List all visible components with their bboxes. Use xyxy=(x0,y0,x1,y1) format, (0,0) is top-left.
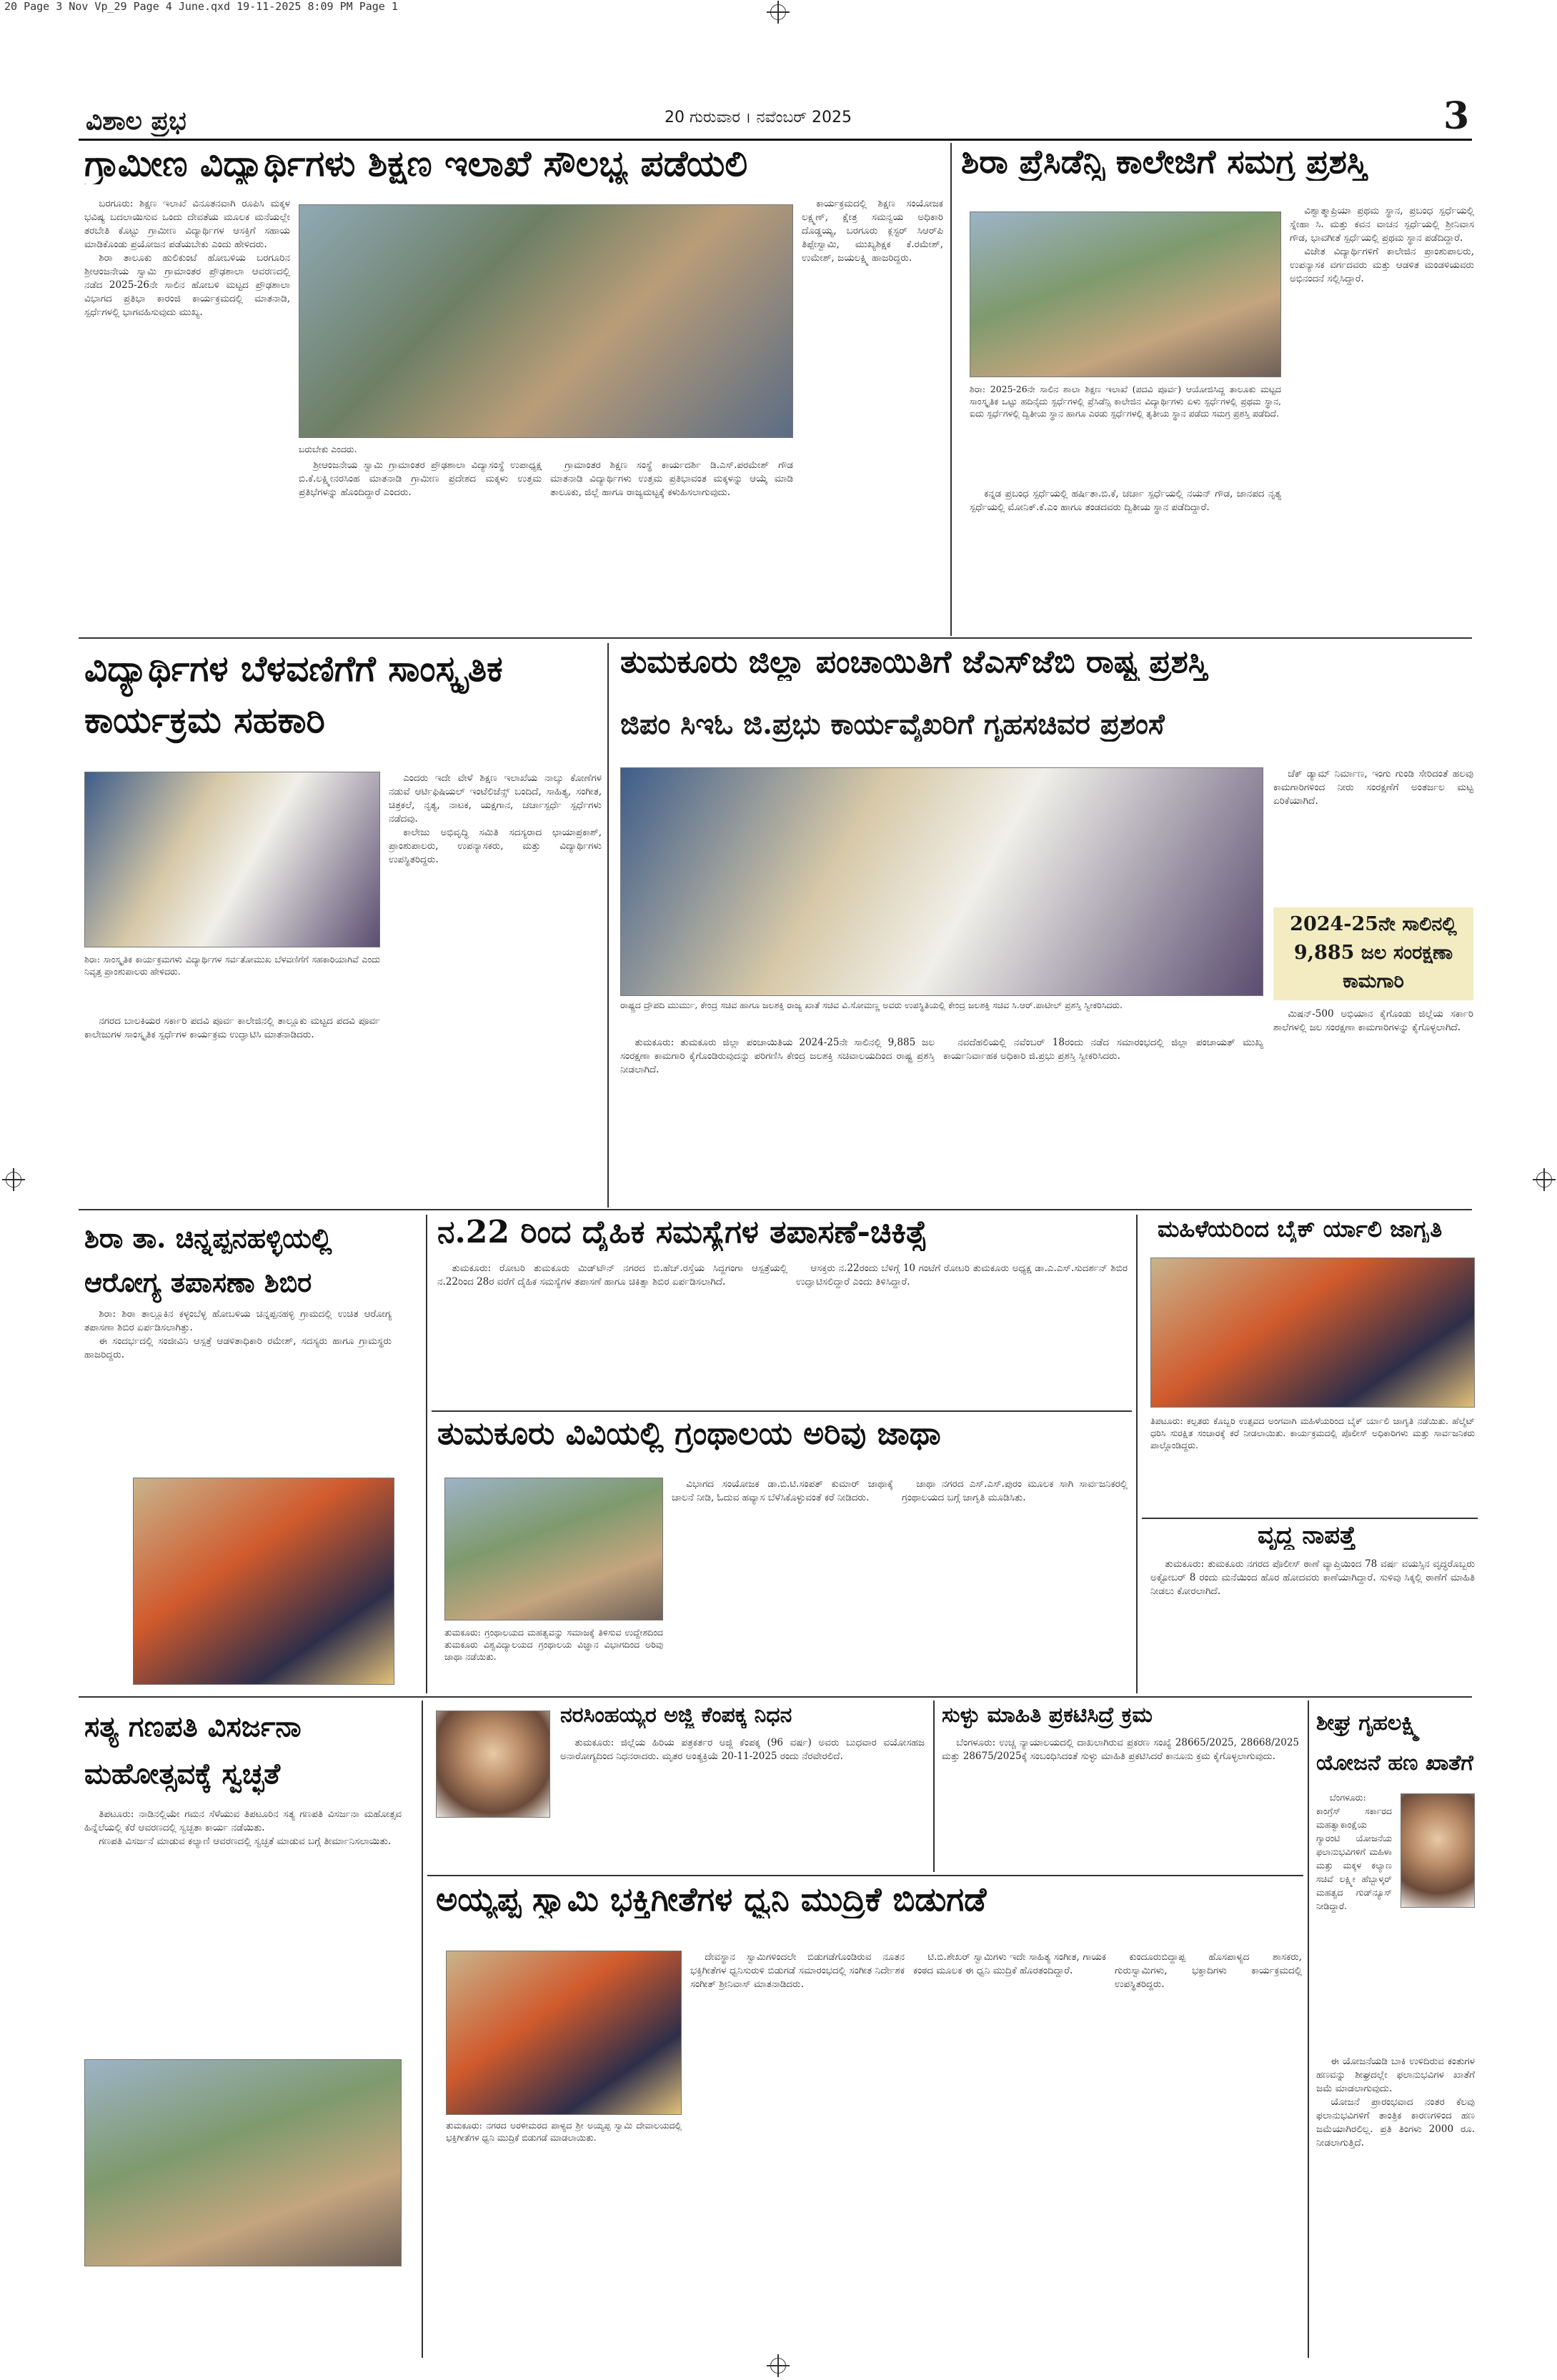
paragraph: ವಿಶ್ವಾತ್ಮಾಪ್ರಿಯಾ ಪ್ರಥಮ ಸ್ಥಾನ, ಪ್ರಬಂಧ ಸ್ಪರ್ಧೆಯಲ್ಲಿ ಸ್ನೇಹಾ ಸಿ. ಮತ್ತು ಕವನ ವಾಚನ ಸ್ಪರ್ಧೆಯಲ್ಲಿ ಶ್ರೀನಿವಾಸ ಗೌಡ, ಭಾವಗೀತೆ ಸ್ಪರ್ಧೆಯಲ್ಲಿ ಪ್ರಥಮ ಸ್ಥಾನ ಪಡೆದಿದ್ದಾರೆ. xyxy=(1290,205,1474,244)
jsjb-body-col1 xyxy=(620,1036,935,1202)
paragraph: ನವದೆಹಲಿಯಲ್ಲಿ ನವೆಂಬರ್ 18ರಂದು ನಡೆದ ಸಮಾರಂಭದಲ್ಲಿ ಜಿಲ್ಲಾ ಪಂಚಾಯತ್ ಮುಖ್ಯ ಕಾರ್ಯನಿರ್ವಾಹಕ ಅಧಿಕಾರಿ ಜಿ.ಪ್ರಭು ಪ್ರಶಸ್ತಿ ಸ್ವೀಕರಿಸಿದರು. xyxy=(943,1037,1263,1062)
jsjb-award-photo-caption: ರಾಷ್ಟ್ರದ ದ್ರೌಪದಿ ಮುರ್ಮು, ಕೇಂದ್ರ ಸಚಿವ ಹಾಗೂ ಜಲಶಕ್ತಿ ರಾಜ್ಯ ಖಾತೆ ಸಚಿವ ವಿ.ಸೋಮಣ್ಣ ಅವರು ಉಪಸ್ಥಿತಿಯಲ್ಲಿ ಕೇಂದ್ರ ಜಲಶಕ್ತಿ ಸಚಿವ ಸಿ.ಆರ್.ಪಾಟೀಲ್ ಪ್ರಶಸ್ತಿ ಸ್ವೀಕರಿಸಿದರು. xyxy=(620,1000,1123,1010)
gruhalakshmi-body-bottom xyxy=(1316,2055,1475,2355)
jsjb-body-col2 xyxy=(943,1036,1263,1202)
paragraph: ಕಾರ್ಯಕ್ರಮದಲ್ಲಿ ಶಿಕ್ಷಣ ಸಂಯೋಜಕ ಲಕ್ಷ್ಮಣ್, ಕ್ಷೇತ್ರ ಸಮನ್ವಯ ಅಧಿಕಾರಿ ದೊಡ್ಡಯ್ಯ, ಬರಗೂರು ಕ್ಲಸ್ಟರ್ ಸಿಆರ್‌ಪಿ ತಿಪ್ಪೇಸ್ವಾಮಿ, ಮುಖ್ಯಶಿಕ್ಷಕ ಕೆ.ರಮೇಶ್, ಉಮೇಶ್, ಜಯಲಕ್ಷ್ಮಿ ಹಾಜರಿದ್ದರು. xyxy=(802,198,943,264)
ayyappa-body-col3 xyxy=(1115,1951,1302,2351)
arogya-body xyxy=(84,1308,392,1466)
headline-arogya-shibira: ಶಿರಾ ತಾ. ಚಿನ್ನಪ್ಪನಹಳ್ಳಿಯಲ್ಲಿ ಆರೋಗ್ಯ ತಪಾಸಣಾ ಶಿಬಿರ xyxy=(84,1222,332,1298)
paragraph: ಜಾಥಾ ನಗರದ ಎಸ್.ಎಸ್.ಪುರಂ ಮೂಲಕ ಸಾಗಿ ಸಾರ್ವಜನಿಕರಲ್ಲಿ ಗ್ರಂಥಾಲಯದ ಬಗ್ಗೆ ಜಾಗೃತಿ ಮೂಡಿಸಿತು. xyxy=(902,1478,1128,1503)
paragraph: ಮಿಷನ್-500 ಅಭಿಯಾನ ಕೈಗೊಂಡು ಜಿಲ್ಲೆಯ ಸರ್ಕಾರಿ ಶಾಲೆಗಳಲ್ಲಿ ಜಲ ಸಂರಕ್ಷಣಾ ಕಾಮಗಾರಿಗಳನ್ನು ಕೈಗೊಳ್ಳಲಾಗಿದೆ. xyxy=(1273,1008,1473,1033)
subheadline-prabhu: ಜಿಪಂ ಸಿಇಓ ಜಿ.ಪ್ರಭು ಕಾರ್ಯವೈಖರಿಗೆ ಗೃಹಸಚಿವರ ಪ್ರಶಂಸೆ xyxy=(620,707,1165,741)
paragraph: ಕಾಲೇಜು ಅಭಿವೃದ್ಧಿ ಸಮಿತಿ ಸದಸ್ಯರಾದ ಛಾಯಾಪ್ರಕಾಶ್, ಪ್ರಾಂಶುಪಾಲರು, ಉಪನ್ಯಾಸಕರು, ಮತ್ತು ವಿದ್ಯಾರ್ಥಿಗಳು ಉಪಸ್ಥಿತರಿದ್ದರು. xyxy=(389,827,602,865)
row-divider xyxy=(79,1696,1472,1698)
masthead-date: 20 ಗುರುವಾರ । ನವೆಂಬರ್ 2025 xyxy=(665,109,852,126)
column-divider xyxy=(422,1701,423,2358)
samskrutika-body-col2 xyxy=(389,772,602,1200)
ganapati-body xyxy=(84,1808,402,2051)
bike-rally-photo xyxy=(1150,1258,1475,1408)
jsjb-body-col4 xyxy=(1273,1007,1473,1202)
paragraph: ಶ್ರೀಆಂಜನೇಯ ಸ್ವಾಮಿ ಗ್ರಾಮಾಂತರ ಪ್ರೌಢಶಾಲಾ ವಿದ್ಯಾಸಂಸ್ಥೆ ಉಪಾಧ್ಯಕ್ಷ ಬಿ.ಕೆ.ಲಕ್ಷ್ಮೀನರಸಿಂಹ ಮಾತನಾಡಿ ಗ್ರಾಮೀಣ ಪ್ರದೇಶದ ಮಕ್ಕಳು ಉತ್ತಮ ಪ್ರತಿಭೆಗಳನ್ನು ಹೊಂದಿದ್ದಾರೆ ಎಂದರು. xyxy=(299,459,542,498)
paragraph: ಶಿರಾ ತಾಲೂಕು ಹುಲಿಕುಂಟೆ ಹೋಬಳಿಯ ಬರಗೂರಿನ ಶ್ರೀಆಂಜನೇಯ ಸ್ವಾಮಿ ಗ್ರಾಮಾಂತರ ಪ್ರೌಢಶಾಲಾ ಆವರಣದಲ್ಲಿ ನಡೆದ 2025-26ನೇ ಸಾಲಿನ ಹೋಬಳಿ ಮಟ್ಟದ ಪ್ರೌಢಶಾಲಾ ವಿಭಾಗದ ಪ್ರತಿಭಾ ಕಾರಂಜಿ ಕಾರ್ಯಕ್ರಮದಲ್ಲಿ ಮಾತನಾಡಿ, ಸ್ಪರ್ಧೆಗಳಲ್ಲಿ ಭಾಗವಹಿಸುವುದು ಮುಖ್ಯ. xyxy=(84,252,290,318)
headline-bike-rally: ಮಹಿಳೆಯರಿಂದ ಬೈಕ್ ರ್ಯಾಲಿ ಜಾಗೃತಿ xyxy=(1158,1216,1443,1243)
row-divider xyxy=(427,1875,1303,1876)
registration-mark-icon xyxy=(770,4,786,20)
paragraph: ಬೆಂಗಳೂರು: ಉಚ್ಚ ನ್ಯಾಯಾಲಯದಲ್ಲಿ ದಾಖಲಾಗಿರುವ ಪ್ರಕರಣ ಸಂಖ್ಯೆ 28665/2025, 28668/2025 ಮತ್ತು 28675/2025ಕ್ಕೆ ಸಂಬಂಧಿಸಿದಂತೆ ಸುಳ್ಳು ಮಾಹಿತಿ ಪ್ರಕಟಿಸಿದರೆ ಕಾನೂನು ಕ್ರಮ ಕೈಗೊಳ್ಳಲಾಗುವುದು. xyxy=(942,1737,1299,1762)
presidency-body-col1 xyxy=(970,487,1281,630)
headline-daihika: ನ.22 ರಿಂದ ದೈಹಿಕ ಸಮಸ್ಯೆಗಳ ತಪಾಸಣೆ-ಚಿಕಿತ್ಸೆ xyxy=(437,1215,927,1250)
column-divider xyxy=(1136,1215,1138,1693)
column-divider xyxy=(607,643,609,1208)
granthalaya-photo xyxy=(444,1478,663,1620)
headline-sullu-mahiti: ಸುಳ್ಳು ಮಾಹಿತಿ ಪ್ರಕಟಿಸಿದ್ರೆ ಕ್ರಮ xyxy=(942,1703,1153,1728)
granthalaya-body-col1 xyxy=(672,1478,893,1688)
article-gramina-body-col3 xyxy=(550,459,793,630)
ganapati-photo xyxy=(84,2059,402,2266)
presidency-body-col2 xyxy=(1290,204,1474,630)
headline-presidency: ಶಿರಾ ಪ್ರೆಸಿಡೆನ್ಸಿ ಕಾಲೇಜಿಗೆ ಸಮಗ್ರ ಪ್ರಶಸ್ತಿ xyxy=(961,143,1368,181)
paragraph: ಈ ಯೋಜನೆಯಡಿ ಬಾಕಿ ಉಳಿದಿರುವ ಕಂತುಗಳ ಹಣವನ್ನು ಶೀಘ್ರದಲ್ಲೇ ಫಲಾನುಭವಿಗಳ ಖಾತೆಗೆ ಜಮೆ ಮಾಡಲಾಗುವುದು. xyxy=(1316,2056,1475,2094)
masthead-name: ವಿಶಾಲ ಪ್ರಭ xyxy=(86,106,186,136)
paragraph: ಆಸಕ್ತರು ನ.22ರಂದು ಬೆಳಿಗ್ಗೆ 10 ಗಂಟೆಗೆ ರೋಟರಿ ತುಮಕೂರು ಅಧ್ಯಕ್ಷ ಡಾ.ಎ.ಎಸ್.ಸುದರ್ಶನ್ ಶಿಬಿರ ಉದ್ಘಾಟಿಸಲಿದ್ದಾರೆ ಎಂದು ತಿಳಿಸಿದ್ದಾರೆ. xyxy=(796,1263,1128,1288)
jsjb-body-col3 xyxy=(1273,767,1473,903)
paragraph: ತಿಪಟೂರು: ನಾಡಿನಲ್ಲಿಯೇ ಗಮನ ಸೆಳೆಯುವ ತಿಪಟೂರಿನ ಸತ್ಯ ಗಣಪತಿ ವಿಸರ್ಜನಾ ಮಹೋತ್ಸವ ಹಿನ್ನೆಲೆಯಲ್ಲಿ ಕೆರೆ ಆವರಣದಲ್ಲಿ ಸ್ವಚ್ಛತಾ ಕಾರ್ಯ ನಡೆಯಿತು. xyxy=(84,1808,402,1833)
paragraph: ಎಂದರು ಇದೇ ವೇಳೆ ಶಿಕ್ಷಣ ಇಲಾಖೆಯ ನಾಲ್ಕು ಕೋಣೆಗಳ ನಡುವೆ ಆರ್ಟಿಫಿಷಿಯಲ್ ಇಂಟೆಲಿಜೆನ್ಸ್ ಬಂದಿದೆ, ಸಾಹಿತ್ಯ, ಸಂಗೀತ, ಚಿತ್ರಕಲೆ, ನೃತ್ಯ, ನಾಟಕ, ಯಕ್ಷಗಾನ, ಚರ್ಚಾಸ್ಪರ್ಧೆ ಸ್ಪರ್ಧೆಗಳು ನಡೆದವು. xyxy=(389,772,602,825)
granthalaya-photo-caption: ತುಮಕೂರು: ಗ್ರಂಥಾಲಯದ ಮಹತ್ವವನ್ನು ಸಮಾಜಕ್ಕೆ ತಿಳಿಸುವ ಉದ್ದೇಶದಿಂದ ತುಮಕೂರು ವಿಶ್ವವಿದ್ಯಾಲಯದ ಗ್ರಂಥಾಲಯ ವಿಜ್ಞಾನ ವಿಭಾಗದಿಂದ ಅರಿವು ಜಾಥಾ ನಡೆಯಿತು. xyxy=(444,1627,663,1662)
samskrutika-body-col1 xyxy=(84,1015,380,1202)
headline-jsjb-award: ತುಮಕೂರು ಜಿಲ್ಲಾ ಪಂಚಾಯಿತಿಗೆ ಜೆಎಸ್‌ಜೆಬಿ ರಾಷ್ಟ್ರ ಪ್ರಶಸ್ತಿ xyxy=(620,644,1208,680)
headline-kempakka: ನರಸಿಂಹಯ್ಯರ ಅಜ್ಜಿ ಕೆಂಪಕ್ಕ ನಿಧನ xyxy=(560,1703,792,1728)
granthalaya-body-col2 xyxy=(902,1478,1128,1688)
paragraph: ವಿಜೇತ ವಿದ್ಯಾರ್ಥಿಗಳಿಗೆ ಕಾಲೇಜಿನ ಪ್ರಾಂಶುಪಾಲರು, ಉಪನ್ಯಾಸಕ ವರ್ಗದವರು ಮತ್ತು ಆಡಳಿತ ಮಂಡಳಿಯವರು ಅಭಿನಂದನೆ ಸಲ್ಲಿಸಿದ್ದಾರೆ. xyxy=(1290,246,1474,284)
paragraph: ಕನ್ನಡ ಪ್ರಬಂಧ ಸ್ಪರ್ಧೆಯಲ್ಲಿ ಹರ್ಷಿತಾ.ಬಿ.ಕೆ, ಚರ್ಚಾ ಸ್ಪರ್ಧೆಯಲ್ಲಿ ನಯನ್ ಗೌಡ, ಜಾನಪದ ನೃತ್ಯ ಸ್ಪರ್ಧೆಯಲ್ಲಿ ಮೋನಿಕ್.ಕೆ.ಎಂ ಹಾಗೂ ತಂಡದವರು ದ್ವಿತೀಯ ಸ್ಥಾನ ಪಡೆದಿದ್ದಾರೆ. xyxy=(970,488,1281,513)
paragraph: ಯೋಜನೆ ಪ್ರಾರಂಭವಾದ ನಂತರ ಕೆಲವು ಫಲಾನುಭವಿಗಳಿಗೆ ತಾಂತ್ರಿಕ ಕಾರಣಗಳಿಂದ ಹಣ ಜಮೆಯಾಗಿರಲಿಲ್ಲ. ಪ್ರತಿ ತಿಂಗಳು 2000 ರೂ. ನೀಡಲಾಗುತ್ತಿದೆ. xyxy=(1316,2096,1475,2149)
ayyappa-body-col1 xyxy=(690,1951,905,2351)
paragraph: ಗ್ರಾಮಾಂತರ ಶಿಕ್ಷಣ ಸಂಸ್ಥೆ ಕಾರ್ಯದರ್ಶಿ ಡಿ.ಎಸ್.ಪರಮೇಶ್ ಗೌಡ ಮಾತನಾಡಿ ವಿದ್ಯಾರ್ಥಿಗಳು ಉತ್ತಮ ಪ್ರತಿಭಾವಂತ ಮಕ್ಕಳನ್ನು ಆಯ್ಕೆ ಮಾಡಿ ತಾಲೂಕು, ಜಿಲ್ಲೆ ಹಾಗೂ ರಾಜ್ಯಮಟ್ಟಕ್ಕೆ ಕಳುಹಿಸಲಾಗುವುದು. xyxy=(550,459,793,498)
row-divider xyxy=(1142,1518,1478,1519)
sullu-mahiti-body xyxy=(942,1736,1299,1865)
minister-portrait xyxy=(1401,1793,1475,1908)
obituary-portrait xyxy=(436,1711,550,1818)
paragraph: ತುಮಕೂರು: ಜಿಲ್ಲೆಯ ಹಿರಿಯ ಪತ್ರಕರ್ತರ ಅಜ್ಜಿ ಕೆಂಪಕ್ಕ (96 ವರ್ಷ) ಅವರು ಬುಧವಾರ ವಯೋಸಹಜ ಅನಾರೋಗ್ಯದಿಂದ ನಿಧನರಾದರು. ಮೃತರ ಅಂತ್ಯಕ್ರಿಯೆ 20-11-2025 ರಂದು ನೆರವೇರಲಿದೆ. xyxy=(560,1737,925,1762)
ayyappa-photo-caption: ತುಮಕೂರು: ನಗರದ ಅರಳೀಮರದ ಪಾಳ್ಯದ ಶ್ರೀ ಅಯ್ಯಪ್ಪ ಸ್ವಾಮಿ ದೇವಾಲಯದಲ್ಲಿ ಭಕ್ತಿಗೀತೆಗಳ ಧ್ವನಿ ಮುದ್ರಿಕೆ ಬಿಡುಗಡೆ ಮಾಡಲಾಯಿತು. xyxy=(446,2120,682,2143)
article-gramina-body-col1 xyxy=(84,197,290,626)
jsjb-award-photo xyxy=(620,767,1263,996)
row-divider xyxy=(79,1209,1472,1210)
column-divider xyxy=(950,143,952,636)
gruhalakshmi-body-top xyxy=(1316,1791,1392,2048)
paragraph: ದೇವಸ್ಥಾನ ಸ್ವಾಮಿಗಳಿಂದಲೇ ಬಿಡುಗಡೆಗೊಂಡಿರುವ ನೂತನ ಭಕ್ತಿಗೀತೆಗಳ ಧ್ವನಿಸುರುಳಿ ಬಿಡುಗಡೆ ಸಮಾರಂಭದಲ್ಲಿ ಸಂಗೀತ ನಿರ್ದೇಶಕ ಸಂಗೀತ್ ಶ್ರೀನಿವಾಸ್ ಮಾತನಾಡಿದರು. xyxy=(690,1951,905,1990)
paragraph: ಬರಗೂರು: ಶಿಕ್ಷಣ ಇಲಾಖೆ ವಿನೂತನವಾಗಿ ರೂಪಿಸಿ ಮಕ್ಕಳ ಭವಿಷ್ಯ ಬದಲಾಯಿಸುವ ಒಂದು ದೇವತೆಯ ಮೂಲಕ ಮನೆಯಲ್ಲೇ ತರಬೇತಿ ಕೊಟ್ಟು ಗ್ರಾಮೀಣ ವಿದ್ಯಾರ್ಥಿಗಳ ಆಸಕ್ತಿಗೆ ಸಹಾಯ ಮಾಡಿಕೊಂಡು ಪ್ರಯೋಜನ ಪಡೆಯಬೇಕು ಎಂದು ಹೇಳಿದರು. xyxy=(84,198,290,250)
headline-samskrutika: ವಿದ್ಯಾರ್ಥಿಗಳ ಬೆಳವಣಿಗೆಗೆ ಸಾಂಸ್ಕೃತಿಕ ಕಾರ್ಯಕ್ರಮ ಸಹಕಾರಿ xyxy=(84,647,503,741)
daihika-body-col1 xyxy=(437,1262,787,1405)
paragraph: ತುಮಕೂರು: ರೋಟರಿ ತುಮಕೂರು ಮಿಡ್‌ಟೌನ್ ನಗರದ ಬಿ.ಹೆಚ್.ರಸ್ತೆಯ ಸಿದ್ದಗಂಗಾ ಆಸ್ಪತ್ರೆಯಲ್ಲಿ ನ.22ರಿಂದ 28ರ ವರೆಗೆ ದೈಹಿಕ ಸಮಸ್ಯೆಗಳ ತಪಾಸಣೆ ಹಾಗೂ ಚಿಕಿತ್ಸಾ ಶಿಬಿರ ಏರ್ಪಡಿಸಲಾಗಿದೆ. xyxy=(437,1263,787,1288)
paragraph: ನಗರದ ಬಾಲಕಿಯರ ಸರ್ಕಾರಿ ಪದವಿ ಪೂರ್ವ ಕಾಲೇಜಿನಲ್ಲಿ ತಾಲ್ಲೂಕು ಮಟ್ಟದ ಪದವಿ ಪೂರ್ವ ಕಾಲೇಜುಗಳ ಸಾಂಸ್ಕೃತಿಕ ಸ್ಪರ್ಧೆಗಳ ಕಾರ್ಯಕ್ರಮ ಉದ್ಘಾಟಿಸಿ ಮಾತನಾಡಿದರು. xyxy=(84,1015,380,1040)
paragraph: ಚೆಕ್ ಡ್ಯಾಮ್ ನಿರ್ಮಾಣ, ಇಂಗು ಗುಂಡಿ ಸೇರಿದಂತೆ ಹಲವು ಕಾಮಗಾರಿಗಳಿಂದ ನೀರು ಸಂರಕ್ಷಣೆಗೆ ಅಂತರ್ಜಲ ಮಟ್ಟ ಏರಿಕೆಯಾಗಿದೆ. xyxy=(1273,768,1473,807)
column-divider xyxy=(1308,1701,1309,2358)
row-divider xyxy=(79,637,1472,639)
daihika-body-col2 xyxy=(796,1262,1128,1405)
paragraph: ಬೆಂಗಳೂರು: ಕಾಂಗ್ರೆಸ್ ಸರ್ಕಾರದ ಮಹತ್ವಾಕಾಂಕ್ಷೆಯ ಗ್ಯಾರಂಟಿ ಯೋಜನೆಯ ಫಲಾನುಭವಿಗಳಿಗೆ ಮಹಿಳಾ ಮತ್ತು ಮಕ್ಕಳ ಕಲ್ಯಾಣ ಸಚಿವೆ ಲಕ್ಷ್ಮೀ ಹೆಬ್ಬಾಳ್ಕರ್ ಮಹತ್ವದ ಗುಡ್‌ನ್ಯೂಸ್ ನೀಡಿದ್ದಾರೆ. xyxy=(1316,1792,1392,1911)
masthead-rule xyxy=(79,139,1472,141)
article-gramina-body-col2 xyxy=(299,459,542,630)
bike-rally-photo-caption: ತಿಪಟೂರು: ಕಲ್ಪತರು ಕೊಬ್ಬರಿ ಉತ್ಸವದ ಅಂಗವಾಗಿ ಮಹಿಳೆಯರಿಂದ ಬೈಕ್ ರ್ಯಾಲಿ ಜಾಗೃತಿ ನಡೆಯಿತು. ಹೆಲ್ಮೆಟ್ ಧರಿಸಿ ಸುರಕ್ಷಿತ ಸಂಚಾರಕ್ಕೆ ಕರೆ ನೀಡಲಾಯಿತು. ಕಾರ್ಯಕ್ರಮದಲ್ಲಿ ಪೊಲೀಸ್ ಅಧಿಕಾರಿಗಳು ಮತ್ತು ಸಾರ್ವಜನಿಕರು ಪಾಲ್ಗೊಂಡಿದ್ದರು. xyxy=(1150,1415,1475,1450)
paragraph: ಗಣಪತಿ ವಿಸರ್ಜನೆ ಮಾಡುವ ಕಲ್ಯಾಣಿ ಆವರಣದಲ್ಲಿ ಸ್ವಚ್ಛತೆ ಮಾಡುವ ಬಗ್ಗೆ ತೀರ್ಮಾನಿಸಲಾಯಿತು. xyxy=(99,1836,392,1847)
jsjb-highlight-box: 2024-25ನೇ ಸಾಲಿನಲ್ಲಿ 9,885 ಜಲ ಸಂರಕ್ಷಣಾ ಕಾಮಗಾರಿ xyxy=(1273,907,1473,1000)
presidency-photo xyxy=(970,211,1281,377)
paragraph: ತುಮಕೂರು: ತುಮಕೂರು ಜಿಲ್ಲಾ ಪಂಚಾಯಿತಿಯ 2024-25ನೇ ಸಾಲಿನಲ್ಲಿ 9,885 ಜಲ ಸಂರಕ್ಷಣಾ ಕಾಮಗಾರಿ ಕೈಗೊಂಡಿರುವುದನ್ನು ಪರಿಗಣಿಸಿ ಕೇಂದ್ರ ಜಲಶಕ್ತಿ ಸಚಿವಾಲಯದಿಂದ ರಾಷ್ಟ್ರ ಪ್ರಶಸ್ತಿ ನೀಡಲಾಗಿದೆ. xyxy=(620,1037,935,1075)
article-gramina-body-col4 xyxy=(802,197,943,630)
headline-ayyappa: ಅಯ್ಯಪ್ಪ ಸ್ವಾಮಿ ಭಕ್ತಿಗೀತೆಗಳ ಧ್ವನಿ ಮುದ್ರಿಕೆ ಬಿಡುಗಡೆ xyxy=(436,1881,987,1918)
samskrutika-photo xyxy=(84,772,380,947)
headline-gruhalakshmi: ಶೀಘ್ರ ಗೃಹಲಕ್ಷ್ಮಿ ಯೋಜನೆ ಹಣ ಖಾತೆಗೆ xyxy=(1316,1711,1473,1776)
page-number: 3 xyxy=(1443,94,1470,138)
paragraph: ತುಮಕೂರು: ತುಮಕೂರು ನಗರದ ಪೊಲೀಸ್ ಠಾಣೆ ವ್ಯಾಪ್ತಿಯಿಂದ 78 ವರ್ಷ ವಯಸ್ಸಿನ ವೃದ್ಧರೊಬ್ಬರು ಅಕ್ಟೋಬರ್ 8 ರಂದು ಮನೆಯಿಂದ ಹೊರ ಹೋದವರು ಕಾಣೆಯಾಗಿದ್ದಾರೆ. ಸುಳಿವು ಸಿಕ್ಕಲ್ಲಿ ಠಾಣೆಗೆ ಮಾಹಿತಿ ನೀಡಲು ಕೋರಲಾಗಿದೆ. xyxy=(1150,1558,1475,1597)
headline-ganapati: ಸತ್ಯ ಗಣಪತಿ ವಿಸರ್ಜನಾ ಮಹೋತ್ಸವಕ್ಕೆ ಸ್ವಚ್ಛತೆ xyxy=(84,1710,302,1791)
column-divider xyxy=(426,1215,427,1693)
ayyappa-photo xyxy=(446,1951,682,2115)
paragraph: ಶಿರಾ: ಶಿರಾ ತಾಲ್ಲೂಕಿನ ಕಳ್ಳಂಬೆಳ್ಳ ಹೋಬಳಿಯ ಚಿನ್ನಪ್ಪನಹಳ್ಳಿ ಗ್ರಾಮದಲ್ಲಿ ಉಚಿತ ಆರೋಗ್ಯ ತಪಾಸಣಾ ಶಿಬಿರ ಏರ್ಪಡಿಸಲಾಗಿತ್ತು. xyxy=(84,1308,392,1333)
headline-vruddha: ವೃದ್ಧ ನಾಪತ್ತೆ xyxy=(1258,1522,1356,1550)
registration-mark-icon xyxy=(770,2358,786,2374)
kempakka-body xyxy=(560,1736,925,1865)
registration-mark-icon xyxy=(1536,1172,1552,1187)
print-slug: 20 Page 3 Nov Vp_29 Page 4 June.qxd 19-11-2025 8:09 PM Page 1 xyxy=(4,0,398,13)
gramina-photo-caption: ಬರುಬೇಕು ಎಂದರು. xyxy=(299,444,357,454)
paragraph: ಟಿ.ಬಿ.ಶೇಖರ್ ಸ್ವಾಮಿಗಳು ಇದೇ ಸಾಹಿತ್ಯ ಸಂಗೀತ, ಗಾಯಕ ಕಂಠದ ಮೂಲಕ ಈ ಧ್ವನಿ ಮುದ್ರಿಕೆ ಹೊರತಂದಿದ್ದಾರೆ. xyxy=(913,1951,1106,1976)
headline-gramina: ಗ್ರಾಮೀಣ ವಿದ್ಯಾರ್ಥಿಗಳು ಶಿಕ್ಷಣ ಇಲಾಖೆ ಸೌಲಭ್ಯ ಪಡೆಯಲಿ xyxy=(84,143,748,184)
ayyappa-body-col2 xyxy=(913,1951,1106,2351)
row-divider xyxy=(432,1410,1132,1412)
headline-granthalaya: ತುಮಕೂರು ವಿವಿಯಲ್ಲಿ ಗ್ರಂಥಾಲಯ ಅರಿವು ಜಾಥಾ xyxy=(437,1416,941,1452)
samskrutika-photo-caption: ಶಿರಾ: ಸಾಂಸ್ಕೃತಿಕ ಕಾರ್ಯಕ್ರಮಗಳು ವಿದ್ಯಾರ್ಥಿಗಳ ಸರ್ವತೋಮುಖ ಬೆಳವಣಿಗೆಗೆ ಸಹಕಾರಿಯಾಗಿವೆ ಎಂದು ನಿವೃತ್ತ ಪ್ರಾಂಶುಪಾಲರು ಹೇಳಿದರು. xyxy=(84,954,380,977)
column-divider xyxy=(933,1701,935,1872)
registration-mark-icon xyxy=(6,1172,21,1187)
gramina-photo xyxy=(299,204,793,438)
presidency-photo-caption: ಶಿರಾ: 2025-26ನೇ ಸಾಲಿನ ಶಾಲಾ ಶಿಕ್ಷಣ ಇಲಾಖೆ (ಪದವಿ ಪೂರ್ವ) ಆಯೋಜಿಸಿದ್ದ ತಾಲೂಕು ಮಟ್ಟದ ಸಾಂಸ್ಕೃತಿಕ ಒಟ್ಟು ಹದಿನೈದು ಸ್ಪರ್ಧೆಗಳಲ್ಲಿ ಪ್ರೆಸಿಡೆನ್ಸಿ ಕಾಲೇಜಿನ ವಿದ್ಯಾರ್ಥಿಗಳು ಏಳು ಸ್ಪರ್ಧೆಗಳಲ್ಲಿ ಪ್ರಥಮ ಸ್ಥಾನ, ಐದು ಸ್ಪರ್ಧೆಗಳಲ್ಲಿ ದ್ವಿತೀಯ ಸ್ಥಾನ ಹಾಗೂ ಎರಡು ಸ್ಪರ್ಧೆಗಳಲ್ಲಿ ತೃತೀಯ ಸ್ಥಾನ ಪಡೆದು ಸಮಗ್ರ ಪ್ರಶಸ್ತಿ ಪಡೆದಿದೆ. xyxy=(970,384,1281,419)
paragraph: ಈ ಸಂದರ್ಭದಲ್ಲಿ ಸಂಜೀವಿನಿ ಆಸ್ಪತ್ರೆ ಆಡಳಿತಾಧಿಕಾರಿ ರಮೇಶ್, ಸದಸ್ಯರು ಹಾಗೂ ಗ್ರಾಮಸ್ಥರು ಹಾಜರಿದ್ದರು. xyxy=(84,1335,392,1360)
paragraph: ಕುಂದೂರುಬಿದ್ದಾಪ್ಪ ಹೊಸಪಾಳ್ಯದ ಶಾಸಕರು, ಗುರುಸ್ವಾಮಿಗಳು, ಭಕ್ತಾದಿಗಳು ಕಾರ್ಯಕ್ರಮದಲ್ಲಿ ಉಪಸ್ಥಿತರಿದ್ದರು. xyxy=(1115,1951,1302,1990)
paragraph: ವಿಭಾಗದ ಸಂಯೋಜಕ ಡಾ.ಬಿ.ಟಿ.ಸಂಪತ್ ಕುಮಾರ್ ಜಾಥಾಕ್ಕೆ ಚಾಲನೆ ನೀಡಿ, ಓದುವ ಹವ್ಯಾಸ ಬೆಳೆಸಿಕೊಳ್ಳುವಂತೆ ಕರೆ ನೀಡಿದರು. xyxy=(672,1478,893,1503)
arogya-photo xyxy=(133,1478,394,1685)
vruddha-body xyxy=(1150,1558,1475,1688)
